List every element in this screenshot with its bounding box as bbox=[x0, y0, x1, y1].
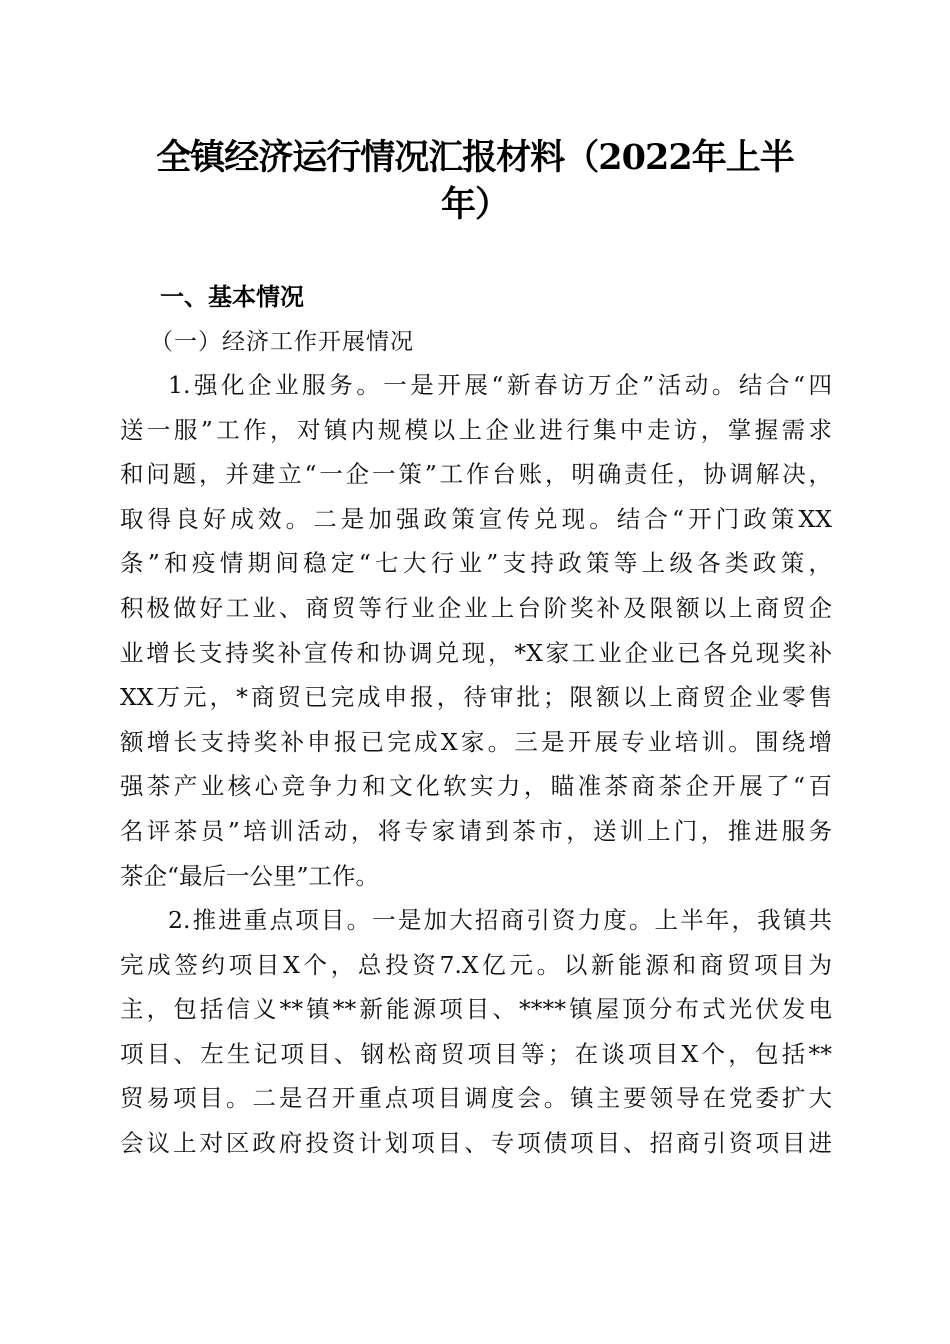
section-heading-basic-situation: 一、基本情况 bbox=[160, 283, 304, 311]
document-title bbox=[120, 134, 830, 228]
paragraph-line: 1.强化企业服务。一是开展“新春访万企”活动。结合“四 bbox=[168, 371, 832, 399]
title-line-2: 年） bbox=[440, 184, 509, 225]
paragraph-line: XX万元，*商贸已完成申报，待审批；限额以上商贸企业零售 bbox=[120, 683, 832, 712]
paragraph-line: 和问题，并建立“一企一策”工作台账，明确责任，协调解决， bbox=[120, 460, 832, 489]
paragraph-line: 取得良好成效。二是加强政策宣传兑现。结合“开门政策XX bbox=[120, 504, 832, 533]
title-line-1: 全镇经济运行情况汇报材料（2022年上半 bbox=[156, 137, 794, 178]
paragraph-line: 名评茶员”培训活动，将专家请到茶市，送训上门，推进服务 bbox=[120, 816, 832, 845]
paragraph-line: 积极做好工业、商贸等行业企业上台阶奖补及限额以上商贸企 bbox=[120, 593, 832, 622]
paragraph-key-projects bbox=[120, 898, 832, 1166]
paragraph-line: 2.推进重点项目。一是加大招商引资力度。上半年，我镇共 bbox=[168, 906, 832, 934]
paragraph-line: 主，包括信义**镇**新能源项目、****镇屋顶分布式光伏发电 bbox=[120, 995, 832, 1024]
paragraph-line: 业增长支持奖补宣传和协调兑现，*X家工业企业已各兑现奖补 bbox=[120, 638, 832, 667]
subsection-heading-economic-work: （一）经济工作开展情况 bbox=[150, 329, 414, 355]
paragraph-line: 茶企“最后一公里”工作。 bbox=[120, 861, 380, 890]
paragraph-line: 送一服”工作，对镇内规模以上企业进行集中走访，掌握需求 bbox=[120, 415, 832, 444]
paragraph-line: 完成签约项目X个，总投资7.X亿元。以新能源和商贸项目为 bbox=[120, 950, 832, 979]
paragraph-line: 项目、左生记项目、钢松商贸项目等；在谈项目X个，包括** bbox=[120, 1039, 832, 1068]
paragraph-line: 贸易项目。二是召开重点项目调度会。镇主要领导在党委扩大 bbox=[120, 1084, 832, 1113]
paragraph-line: 条”和疫情期间稳定“七大行业”支持政策等上级各类政策， bbox=[120, 549, 832, 578]
paragraph-line: 会议上对区政府投资计划项目、专项债项目、招商引资项目进 bbox=[120, 1128, 832, 1157]
paragraph-line: 强茶产业核心竞争力和文化软实力，瞄准茶商茶企开展了“百 bbox=[120, 772, 832, 801]
paragraph-line: 额增长支持奖补申报已完成X家。三是开展专业培训。围绕增 bbox=[120, 727, 832, 756]
paragraph-enterprise-services bbox=[120, 363, 832, 898]
